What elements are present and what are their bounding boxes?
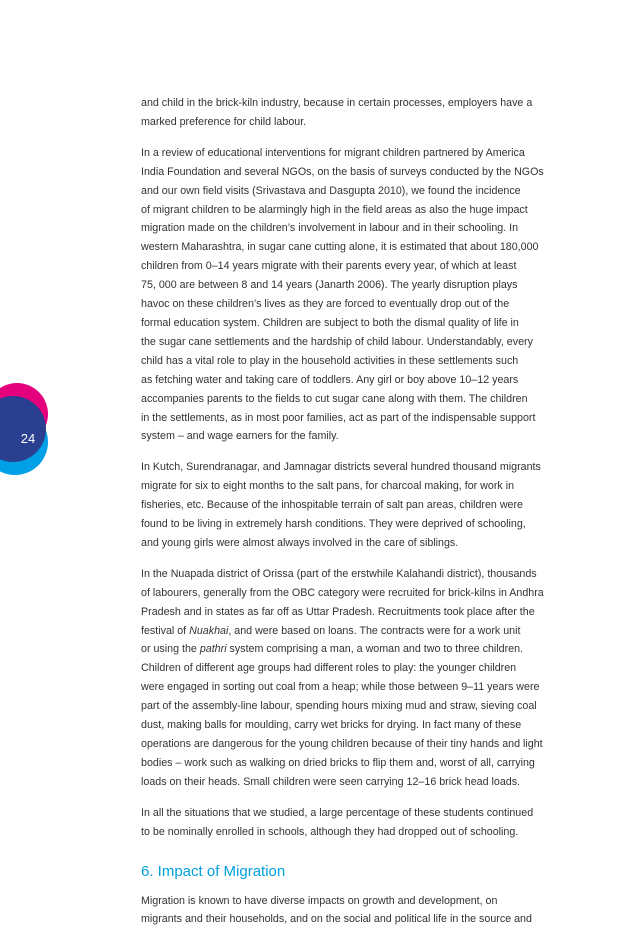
text-line: loads on their heads. Small children were seen carrying 12–16 brick head loads. <box>141 775 521 788</box>
text-line: marked preference for child labour. <box>141 115 307 128</box>
text-line: of migrant children to be alarmingly high in the field areas as also the huge impact <box>141 203 528 216</box>
text-line: western Maharashtra, in sugar cane cutting alone, it is estimated that about 180,000 <box>141 241 539 254</box>
page-number: 24 <box>20 431 36 446</box>
text-line: migrants and their households, and on the social and political life in the source and <box>141 913 532 926</box>
text-line: Children of different age groups had different roles to play: the younger children <box>141 662 517 675</box>
text-line <box>141 622 571 641</box>
text-line: were engaged in sorting out coal from a heap; while those between 9–11 years were <box>141 681 540 694</box>
paragraph <box>141 458 571 553</box>
paragraph <box>141 892 571 930</box>
text-segment: , and were based on loans. The contracts were for a work unit <box>228 624 521 637</box>
page-number-circles <box>0 380 60 480</box>
text-line: to be nominally enrolled in schools, although they had dropped out of schooling. <box>141 825 519 838</box>
text-line: In a review of educational interventions for migrant children partnered by America <box>141 146 525 159</box>
text-line: India Foundation and several NGOs, on the basis of surveys conducted by the NGOs <box>141 165 544 178</box>
text-line: and young girls were almost always involved in the care of siblings. <box>141 536 459 549</box>
text-line: dust, making balls for moulding, carry wet bricks for drying. In fact many of these <box>141 719 522 732</box>
text-line: child has a vital role to play in the household activities in these settlements such <box>141 354 519 367</box>
text-line: children from 0–14 years migrate with their parents every year, of which at least <box>141 260 517 273</box>
text-line: in the settlements, as in most poor families, act as part of the indispensable support <box>141 411 536 424</box>
text-line: havoc on these children’s lives as they are forced to eventually drop out of the <box>141 298 510 311</box>
text-line: In the Nuapada district of Orissa (part of the erstwhile Kalahandi district), thousands <box>141 567 537 580</box>
text-line: accompanies parents to the fields to cut sugar cane along with them. The children <box>141 392 528 405</box>
text-line: Pradesh and in states as far off as Uttar Pradesh. Recruitments took place after the <box>141 605 535 618</box>
text-line: and child in the brick-kiln industry, because in certain processes, employers have a <box>141 97 533 109</box>
text-line: the sugar cane settlements and the hardship of child labour. Understandably, every <box>141 335 533 348</box>
text-line: In Kutch, Surendranagar, and Jamnagar districts several hundred thousand migrants <box>141 461 541 474</box>
paragraph <box>141 144 571 447</box>
text-line: In all the situations that we studied, a large percentage of these students continued <box>141 806 534 819</box>
page-number-badge <box>0 380 60 480</box>
text-line: migrate for six to eight months to the salt pans, for charcoal making, for work in <box>141 480 515 493</box>
text-segment: or using the <box>141 643 200 656</box>
text-line: and our own field visits (Srivastava and Dasgupta 2010), we found the incidence <box>141 184 521 197</box>
italic-term: Nuakhai <box>189 624 229 637</box>
text-line: found to be living in extremely harsh conditions. They were deprived of schooling, <box>141 518 526 531</box>
section-heading: 6. Impact of Migration <box>141 862 286 880</box>
text-segment: system comprising a man, a woman and two to three children. <box>226 643 523 656</box>
paragraph <box>141 94 571 132</box>
italic-term: pathri <box>199 643 227 656</box>
text-line: migration made on the children’s involvement in labour and in their schooling. In <box>141 222 519 235</box>
text-line: bodies – work such as walking on dried bricks to flip them and, worst of all, carrying <box>141 756 535 769</box>
text-line: fisheries, etc. Because of the inhospitable terrain of salt pan areas, children were <box>141 499 523 512</box>
document-body <box>141 94 571 941</box>
paragraph <box>141 804 571 842</box>
text-line: formal education system. Children are subject to both the dismal quality of life in <box>141 316 519 329</box>
text-line: part of the assembly-line labour, spending hours mixing mud and straw, sieving coal <box>141 700 537 713</box>
text-line: operations are dangerous for the young children because of their tiny hands and light <box>141 738 543 750</box>
text-line: 75, 000 are between 8 and 14 years (Janarth 2006). The yearly disruption plays <box>141 279 518 292</box>
text-line: system – and wage earners for the family. <box>141 430 339 443</box>
text-segment: festival of <box>141 624 190 637</box>
paragraph <box>141 565 571 792</box>
text-line: Migration is known to have diverse impacts on growth and development, on <box>141 894 498 907</box>
text-line <box>141 640 571 659</box>
text-line: as fetching water and taking care of toddlers. Any girl or boy above 10–12 years <box>141 373 519 386</box>
text-line: of labourers, generally from the OBC category were recruited for brick-kilns in Andhra <box>141 586 544 599</box>
